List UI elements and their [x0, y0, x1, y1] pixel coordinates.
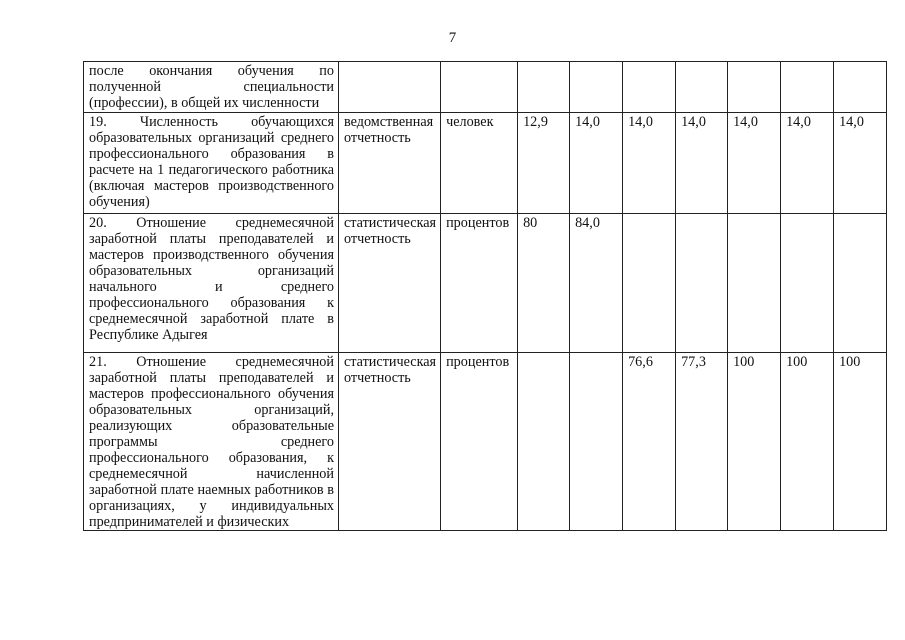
value-cell: 14,0 [623, 113, 676, 214]
value-cell [781, 214, 834, 353]
table-row [84, 214, 887, 353]
source-cell: статистическая отчетность [339, 353, 441, 531]
unit-cell [441, 62, 518, 113]
table-row [84, 62, 887, 113]
table-row [84, 113, 887, 214]
indicator-name-cell: 19. Численность обучающихся образовательных организаций среднего профессионального образования в расчете на 1 педагогического работника (включая мастеров производственного обучения) [84, 113, 339, 214]
page-number: 7 [448, 30, 457, 46]
table-row [84, 353, 887, 531]
unit-cell: процентов [441, 214, 518, 353]
value-cell: 100 [728, 353, 781, 531]
source-cell: ведомственная отчетность [339, 113, 441, 214]
source-cell: статистическая отчетность [339, 214, 441, 353]
value-cell [728, 62, 781, 113]
value-cell: 77,3 [676, 353, 728, 531]
value-cell [781, 62, 834, 113]
value-cell: 100 [834, 353, 887, 531]
indicator-name-cell: после окончания обучения по полученной специальности (профессии), в общей их численности [84, 62, 339, 113]
value-cell: 84,0 [570, 214, 623, 353]
source-cell [339, 62, 441, 113]
value-cell [570, 353, 623, 531]
value-cell [728, 214, 781, 353]
value-cell [676, 62, 728, 113]
unit-cell: процентов [441, 353, 518, 531]
value-cell: 14,0 [570, 113, 623, 214]
value-cell: 80 [518, 214, 570, 353]
indicators-table [83, 61, 887, 531]
value-cell: 14,0 [834, 113, 887, 214]
value-cell: 14,0 [781, 113, 834, 214]
value-cell [676, 214, 728, 353]
indicator-name-cell: 20. Отношение среднемесячной заработной платы преподавателей и мастеров производственного обучения образовательных организаций начального и среднего профессионального образования к среднемесячной заработной плате в Республике Адыгея [84, 214, 339, 353]
value-cell: 76,6 [623, 353, 676, 531]
value-cell: 14,0 [728, 113, 781, 214]
value-cell: 12,9 [518, 113, 570, 214]
value-cell [518, 353, 570, 531]
value-cell [623, 62, 676, 113]
value-cell [834, 62, 887, 113]
value-cell: 100 [781, 353, 834, 531]
value-cell [623, 214, 676, 353]
value-cell [570, 62, 623, 113]
indicator-name-cell: 21. Отношение среднемесячной заработной платы преподавателей и мастеров профессионального обучения образовательных организаций, реализующих образовательные программы среднего профессионального образования, к среднемесячной начисленной заработной плате наемных работников в организациях, у индивидуальных предпринимателей и физических [84, 353, 339, 531]
unit-cell: человек [441, 113, 518, 214]
value-cell [834, 214, 887, 353]
value-cell [518, 62, 570, 113]
value-cell: 14,0 [676, 113, 728, 214]
